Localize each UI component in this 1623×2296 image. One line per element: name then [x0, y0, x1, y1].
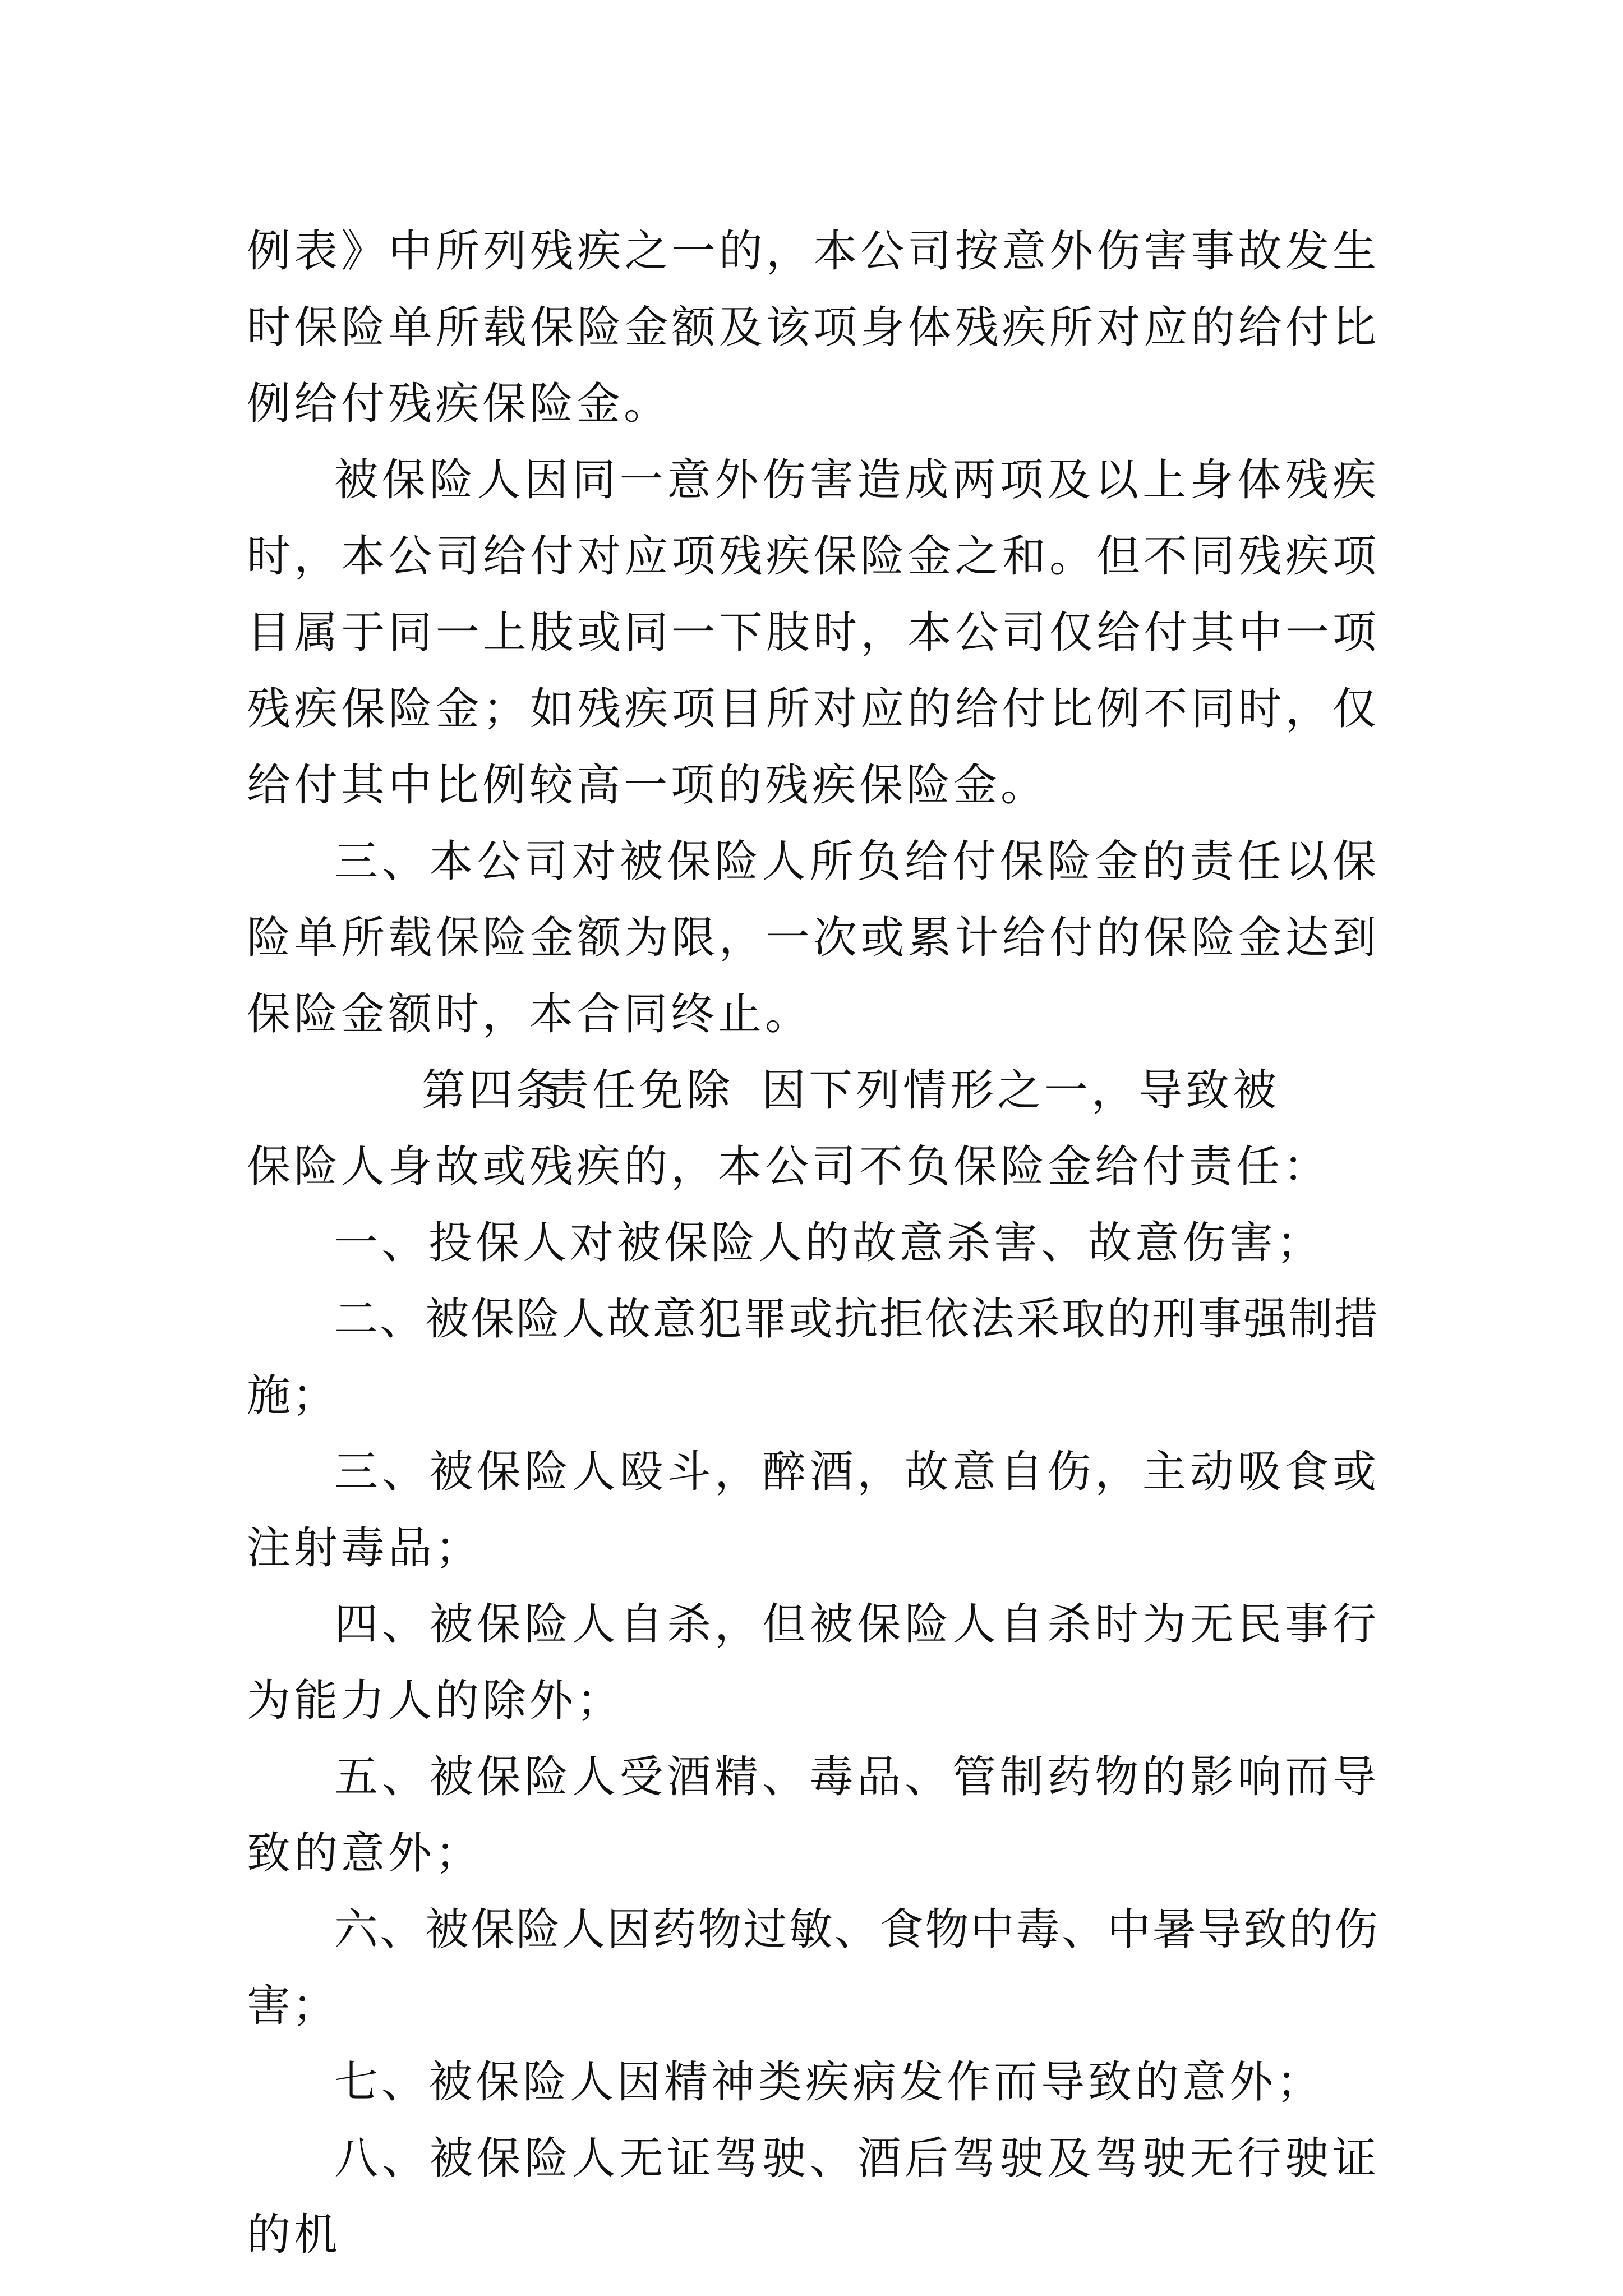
paragraph-multiple-disabilities: 被保险人因同一意外伤害造成两项及以上身体残疾时，本公司给付对应项残疾保险金之和。但不同残疾项目属于同一上肢或同一下肢时，本公司仅给付其中一项残疾保险金；如残疾项目所对应的给付比例不同时，仅给付其中比例较高一项的残疾保险金。	[247, 455, 1380, 811]
exclusion-item: 一、投保人对被保险人的故意杀害、故意伤害；	[334, 1218, 1324, 1268]
exclusion-item: 六、被保险人因药物过敏、食物中毒、中暑导致的伤害；	[247, 1904, 1380, 2031]
article-4-heading	[247, 1052, 1380, 1129]
paragraph-disability-benefit: 例表》中所列残疾之一的，本公司按意外伤害事故发生时保险单所载保险金额及该项身体残疾所对应的给付比例给付残疾保险金。	[247, 226, 1380, 429]
article-title: 责任免除	[545, 1065, 734, 1116]
exclusion-item: 八、被保险人无证驾驶、酒后驾驶及驾驶无行驶证的机	[247, 2133, 1380, 2260]
paragraph-benefit-limit: 三、本公司对被保险人所负给付保险金的责任以保险单所载保险金额为限，一次或累计给付的保险金达到保险金额时，本合同终止。	[247, 836, 1380, 1039]
article-number: 第四条	[422, 1065, 564, 1116]
exclusion-item: 三、被保险人殴斗，醉酒，故意自伤，主动吸食或注射毒品；	[247, 1447, 1380, 1573]
exclusion-item: 七、被保险人因精神类疾病发作而导致的意外；	[334, 2057, 1324, 2108]
exclusion-item: 五、被保险人受酒精、毒品、管制药物的影响而导致的意外；	[247, 1752, 1380, 1879]
article-lead-text: 因下列情形之一，导致被	[762, 1065, 1280, 1116]
article-4-continuation: 保险人身故或残疾的，本公司不负保险金给付责任：	[247, 1142, 1331, 1192]
exclusion-item: 四、被保险人自杀，但被保险人自杀时为无民事行为能力人的除外；	[247, 1599, 1380, 1726]
exclusion-item: 二、被保险人故意犯罪或抗拒依法采取的刑事强制措施；	[247, 1294, 1380, 1421]
body-text	[247, 213, 1380, 2273]
